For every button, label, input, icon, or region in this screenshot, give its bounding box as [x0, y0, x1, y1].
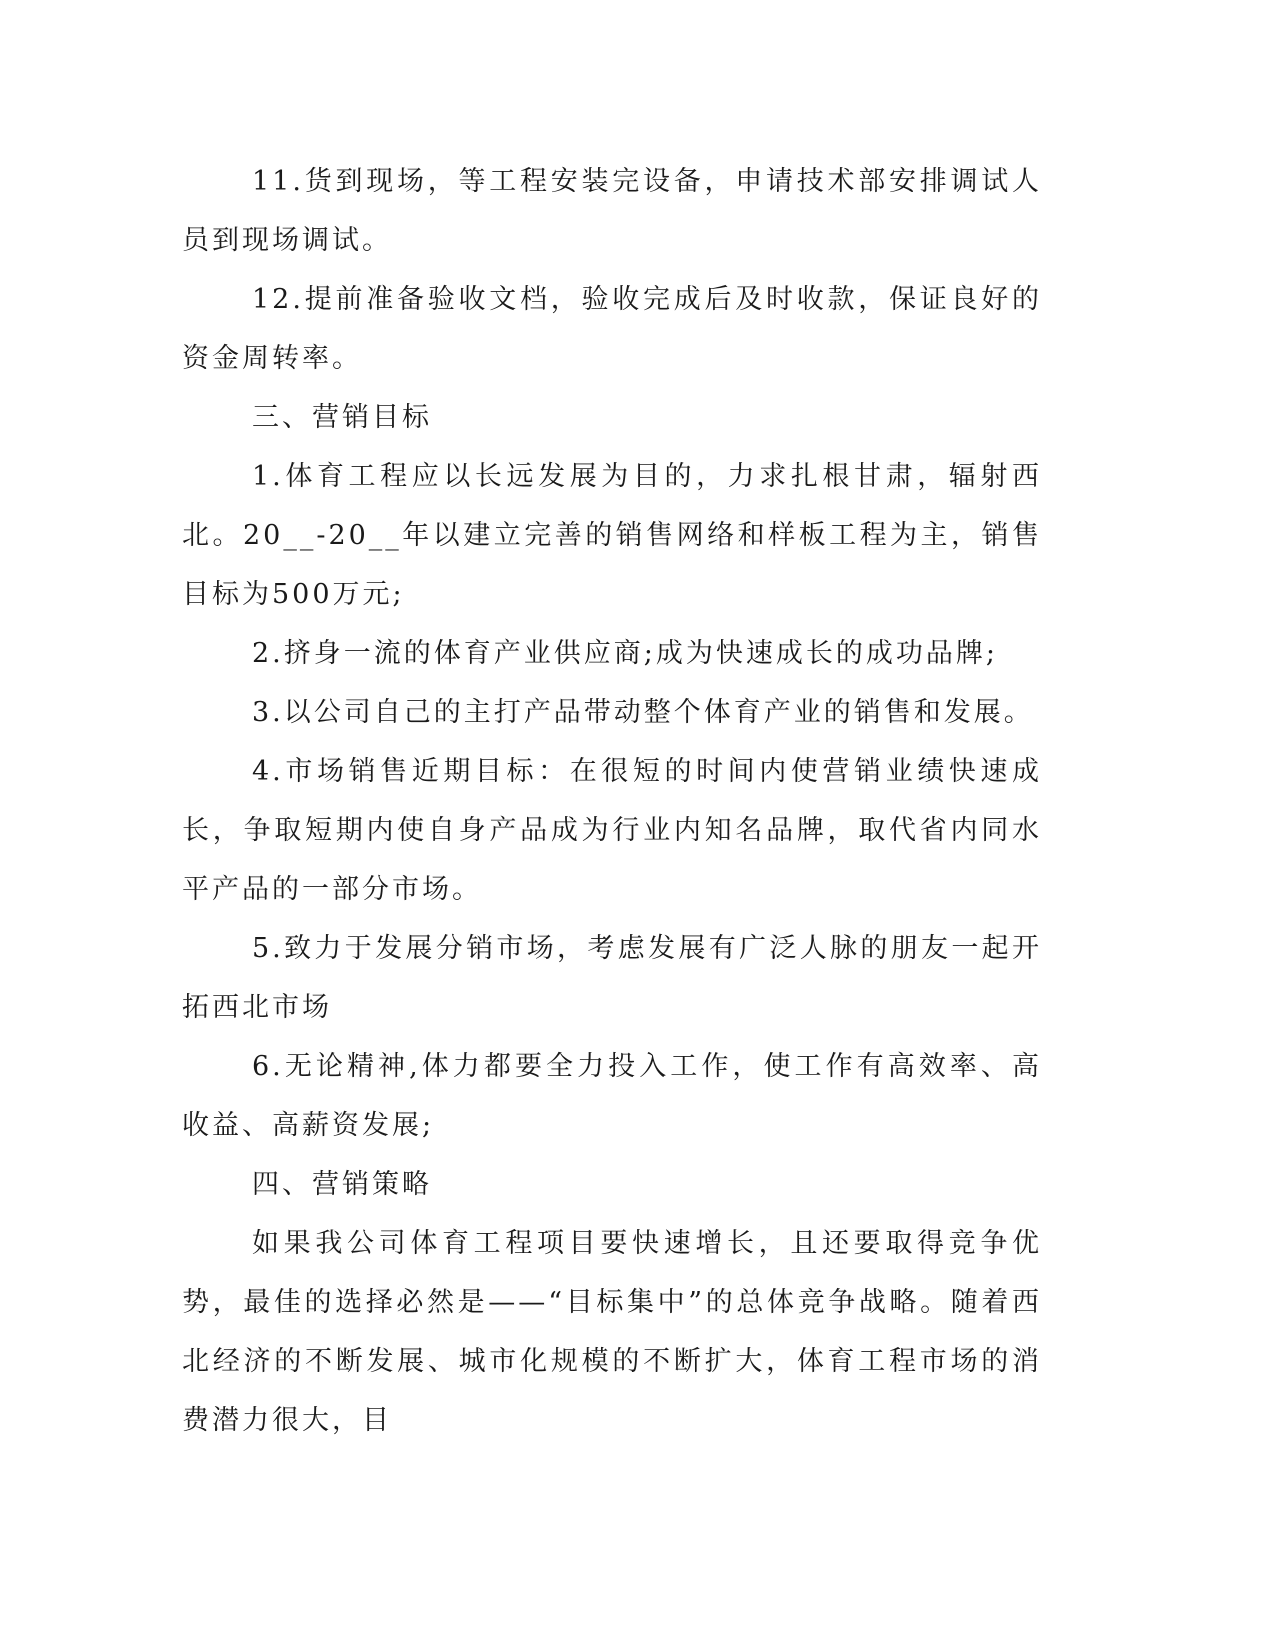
- paragraph-goal-4: 4.市场销售近期目标：在很短的时间内使营销业绩快速成长，争取短期内使自身产品成为行业内知名品牌，取代省内同水平产品的一部分市场。: [182, 756, 1042, 905]
- paragraph-goal-1: 1.体育工程应以长远发展为目的，力求扎根甘肃，辐射西北。20__-20__年以建立完善的销售网络和样板工程为主，销售目标为500万元;: [182, 461, 1042, 610]
- paragraph-item-11: 11.货到现场，等工程安装完设备，申请技术部安排调试人员到现场调试。: [182, 166, 1042, 256]
- paragraph-strategy-intro: 如果我公司体育工程项目要快速增长，且还要取得竞争优势，最佳的选择必然是——“目标集中”的总体竞争战略。随着西北经济的不断发展、城市化规模的不断扩大，体育工程市场的消费潜力很大，目: [182, 1228, 1042, 1436]
- document-body: [182, 152, 1042, 1450]
- section-heading-marketing-strategy: 四、营销策略: [252, 1169, 432, 1200]
- paragraph-item-12: 12.提前准备验收文档，验收完成后及时收款，保证良好的资金周转率。: [182, 284, 1042, 374]
- paragraph-goal-2: 2.挤身一流的体育产业供应商;成为快速成长的成功品牌;: [252, 638, 998, 669]
- paragraph-goal-6: 6.无论精神,体力都要全力投入工作，使工作有高效率、高收益、高薪资发展;: [182, 1051, 1042, 1141]
- paragraph-goal-5: 5.致力于发展分销市场，考虑发展有广泛人脉的朋友一起开拓西北市场: [182, 933, 1042, 1023]
- paragraph-goal-3: 3.以公司自己的主打产品带动整个体育产业的销售和发展。: [252, 697, 1034, 728]
- section-heading-marketing-goals: 三、营销目标: [252, 402, 432, 433]
